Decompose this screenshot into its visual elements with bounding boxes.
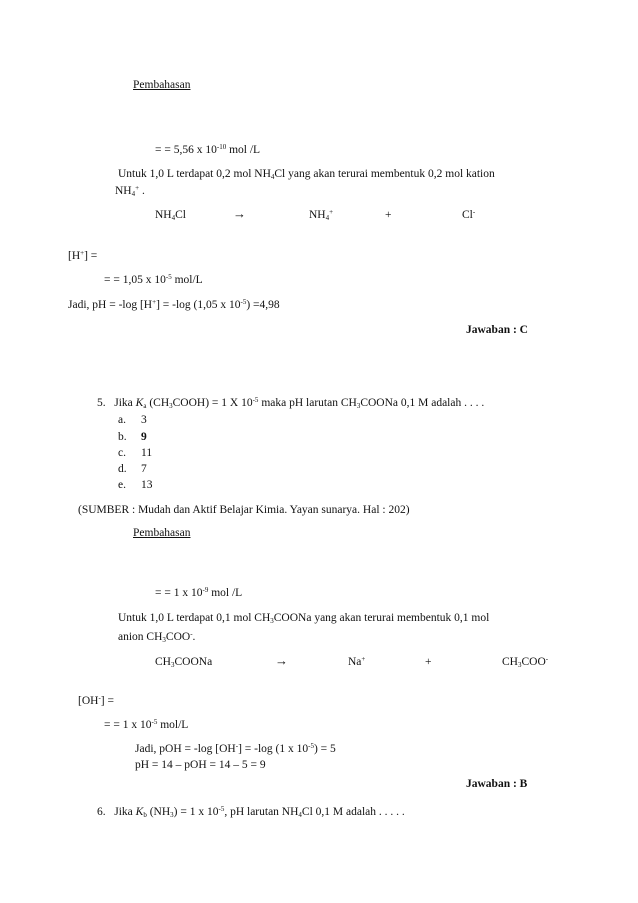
arrow-icon: → [275, 653, 288, 668]
explanation-line-3: Untuk 1,0 L terdapat 0,1 mol $CH_3COONa$ yang akan terurai membentuk 0,1 mol [118, 612, 490, 625]
reaction-plus: + [385, 209, 392, 221]
oh-concentration-value: = = 1 x $10^{-5}$ mol/L [104, 718, 189, 731]
option-c: c. 11 [118, 447, 153, 459]
pembahasan-heading-1: Pembahasan [133, 79, 191, 91]
question-5: 5. Jika $K_a$ $(CH_3COOH) = 1$ X $10^{-5}$ maka pH larutan $CH_3COONa$ 0,1 M adalah . . . . [97, 396, 485, 410]
ph-calculation-2: pH = 14 – pOH = 14 – 5 = 9 [135, 759, 266, 771]
h-concentration-value: = = 1,05 x $10^{-5}$ mol/L [104, 273, 203, 286]
reaction-product-2: $CH_3COO^-$ [502, 655, 549, 669]
kb-equation: = = 1 x $10^{-9}$ mol /L [155, 586, 243, 599]
reaction-product-1: Na+ [348, 655, 366, 668]
ka-equation: = = 5,56 x $10^{-10}$ mol /L [155, 143, 261, 156]
option-d: d. 7 [118, 463, 147, 475]
oh-concentration-label: [OH-] = [78, 694, 114, 707]
explanation-line-2: $NH_4^+$ . [115, 184, 145, 198]
reaction-product-1: $NH_4^+$ [309, 208, 334, 222]
answer-1: Jawaban : C [466, 324, 528, 336]
explanation-line-4: anion $CH_3COO^-$. [118, 630, 196, 644]
answer-2: Jawaban : B [466, 778, 528, 790]
ph-calculation: Jadi, pH = -log [H+] = -log (1,05 x $10^{-5}) =4,98$ [68, 298, 280, 311]
option-a: a. 3 [118, 414, 147, 426]
poh-calculation: Jadi, pOH = -log [OH-] = -log (1 x $10^{-5}) = 5$ [135, 742, 336, 755]
source-citation: (SUMBER : Mudah dan Aktif Belajar Kimia. Yayan sunarya. Hal : 202) [78, 504, 410, 516]
reaction-product-2: Cl- [462, 208, 476, 221]
option-e: e. 13 [118, 479, 153, 491]
explanation-line-1: Untuk 1,0 L terdapat 0,2 mol $NH_4Cl$ yang akan terurai membentuk 0,2 mol kation [118, 168, 495, 181]
arrow-icon: → [233, 206, 246, 221]
option-b: b. 9 [118, 431, 147, 443]
reaction-reactant: $CH_3COONa$ [155, 656, 213, 669]
h-concentration-label: [H+] = [68, 249, 98, 262]
pembahasan-heading-2: Pembahasan [133, 527, 191, 539]
reaction-reactant: $NH_4Cl$ [155, 209, 186, 222]
question-6: 6. Jika $K_b$ $(NH_3) = 1$ x $10^{-5}$, pH larutan $NH_4Cl$ 0,1 M adalah . . . . . [97, 805, 405, 819]
reaction-plus: + [425, 656, 432, 668]
